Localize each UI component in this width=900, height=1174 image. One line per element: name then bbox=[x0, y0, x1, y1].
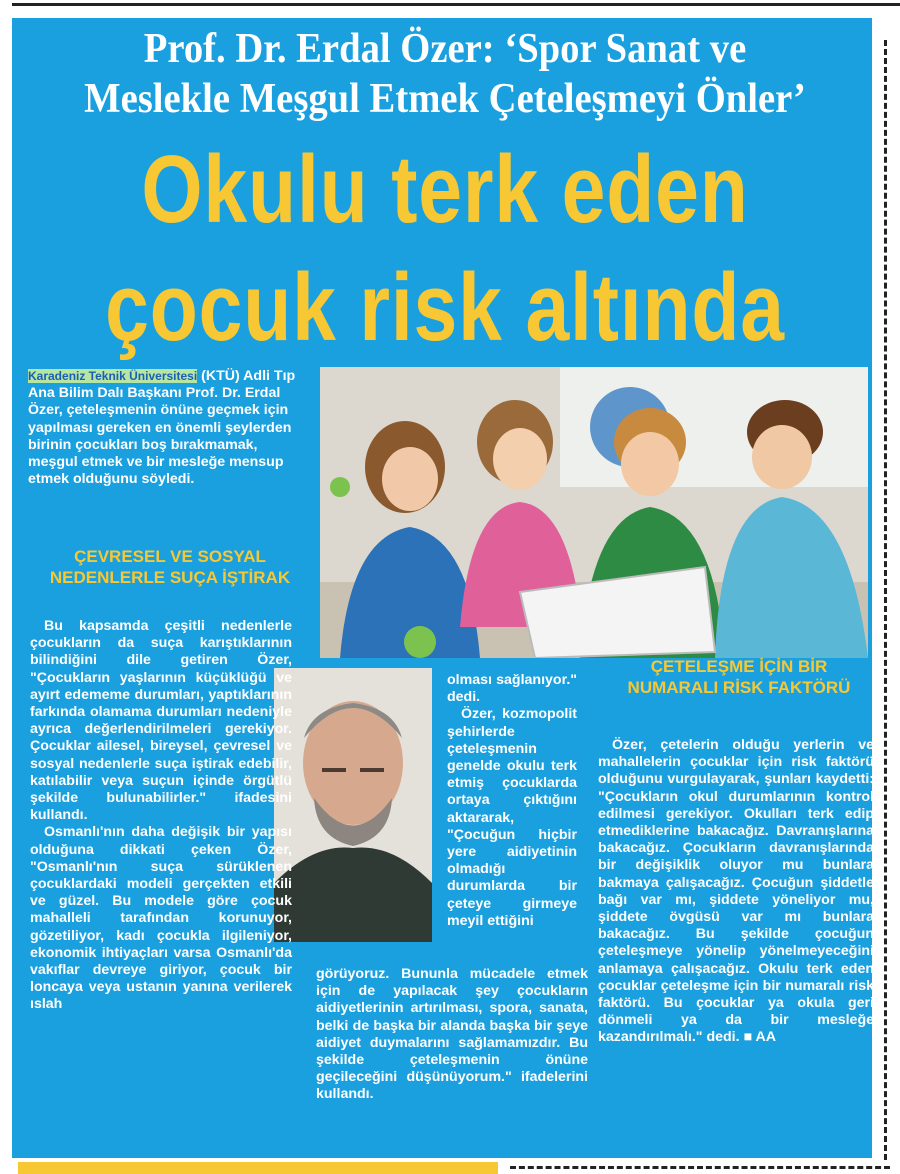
headline-line-2: çocuk risk altında bbox=[105, 254, 785, 361]
kicker-quote bbox=[54, 24, 836, 124]
column-1-paragraph-2: Osmanlı'nın daha değişik bir yapısı olduğuna dikkati çeken Özer, "Osmanlı'nın suça sürüklenen çocuklardaki modeli gerçekten etkili ve güzel. Bu modele göre çocuk mahalleli tarafından korunuyor, gözetiliyor, kadı çocukla ilgileniyor, ekonomik ihtiyaçları varsa Osmanlı'da vakıflar devreye giriyor, çocuk bir loncaya veya ustanın yanına verilerek ıslah bbox=[30, 824, 292, 1013]
prof-erdal-ozer-photo bbox=[274, 668, 432, 942]
top-rule bbox=[12, 3, 900, 6]
column-3 bbox=[316, 966, 588, 1104]
children-with-tablet-photo bbox=[320, 367, 868, 658]
intro-text: (KTÜ) Adli Tıp Ana Bilim Dalı Başkanı Prof. Dr. Erdal Özer, çeteleşmenin önüne geçmek için yapılması gereken en önemli şeylerden birinin çocukları boş bırakmamak, meşgul etmek ve bir mesleğe mensup etmek olduğunu söyledi. bbox=[28, 368, 296, 488]
column-1 bbox=[30, 618, 292, 1014]
column-1-paragraph-1: Bu kapsamda çeşitli nedenlerle çocukların da suça karıştıklarının bilindiğini dile getiren Özer, "Çocukların yaşlarının küçüklüğü ve ayırt edememe durumları, yaptıklarının farkında olamama durumları nedeniyle ayrıca değerlendirilmeleri gerekiyor. Çocuklar ailesel, bireysel, çevresel ve sosyal nedenlerle suça iştirak edebilir, katılabilir veya suçun içinde örgütlü şekilde bulunabilirler." ifadesini kullandı. bbox=[30, 618, 292, 824]
column-3-paragraph-1: görüyoruz. Bununla mücadele etmek için de yapılacak şey çocukların aidiyetlerinin artırılması, spora, sanata, belki de başka bir alanda başka bir şeye aidiyet duymalarını sağlamamızdır. Bu şekilde çeteleşmenin önüne geçileceğini düşünüyorum." ifadelerini kullandı. bbox=[316, 966, 588, 1103]
headline-line-1: Okulu terk eden bbox=[141, 136, 749, 243]
intro-paragraph bbox=[28, 368, 303, 488]
bottom-accent-bar bbox=[18, 1162, 498, 1174]
column-4 bbox=[598, 737, 874, 1047]
kicker-line-2: Meslekle Meşgul Etmek Çeteleşmeyi Önler’ bbox=[84, 76, 806, 122]
subheading-risk-factor: ÇETELEŞME İÇİN BİR NUMARALI RİSK FAKTÖRÜ bbox=[627, 657, 851, 697]
cut-line-bottom bbox=[510, 1166, 890, 1169]
university-highlight: Karadeniz Teknik Üniversitesi bbox=[28, 369, 198, 383]
subheading-environmental: ÇEVRESEL VE SOSYAL NEDENLERLE SUÇA İŞTİRAK bbox=[49, 547, 291, 587]
column-2-paragraph-2: Özer, kozmopolit şehirlerde çeteleşmenin genelde okulu terk etmiş çocuklarda ortaya çıktığını aktararak, "Çocuğun hiçbir yere aidiyetinin olmadığı durumlarda bir çeteye girmeye meyil ettiğini bbox=[447, 706, 577, 929]
column-2 bbox=[447, 672, 577, 930]
column-4-paragraph-1: Özer, çetelerin olduğu yerlerin ve mahallelerin çocuklar için risk faktörü olduğunu vurgulayarak, şunları kaydetti: "Çocukların okul durumlarının kontrol edilmesi gerekiyor. Okulları terk edip etmediklerine bakacağız. Davranışlarına bakacağız. Çocukların davranışlarında bir değişiklik oluyor mu bunlara bakmaya çalışacağız. Çocuğun şiddetle bağı var mı, şiddete yöneliyor mu, şiddete övgüsü var mı bunlara bakacağız. Bu şekilde çocuğun çeteleşmeye yönelip yönelmeyeceğini anlamaya çalışacağız. Okulu terk eden çocuklar çeteleşme için bir numaralı risk faktörü. Bu çocuklar ya okula geri dönmeli ya da bir mesleğe kazandırılmalı." dedi. ■ AA bbox=[598, 737, 874, 1046]
cut-line-right bbox=[884, 40, 887, 1160]
column-2-paragraph-1: olması sağlanıyor." dedi. bbox=[447, 672, 577, 706]
kicker-line-1: Prof. Dr. Erdal Özer: ‘Spor Sanat ve bbox=[143, 26, 747, 72]
